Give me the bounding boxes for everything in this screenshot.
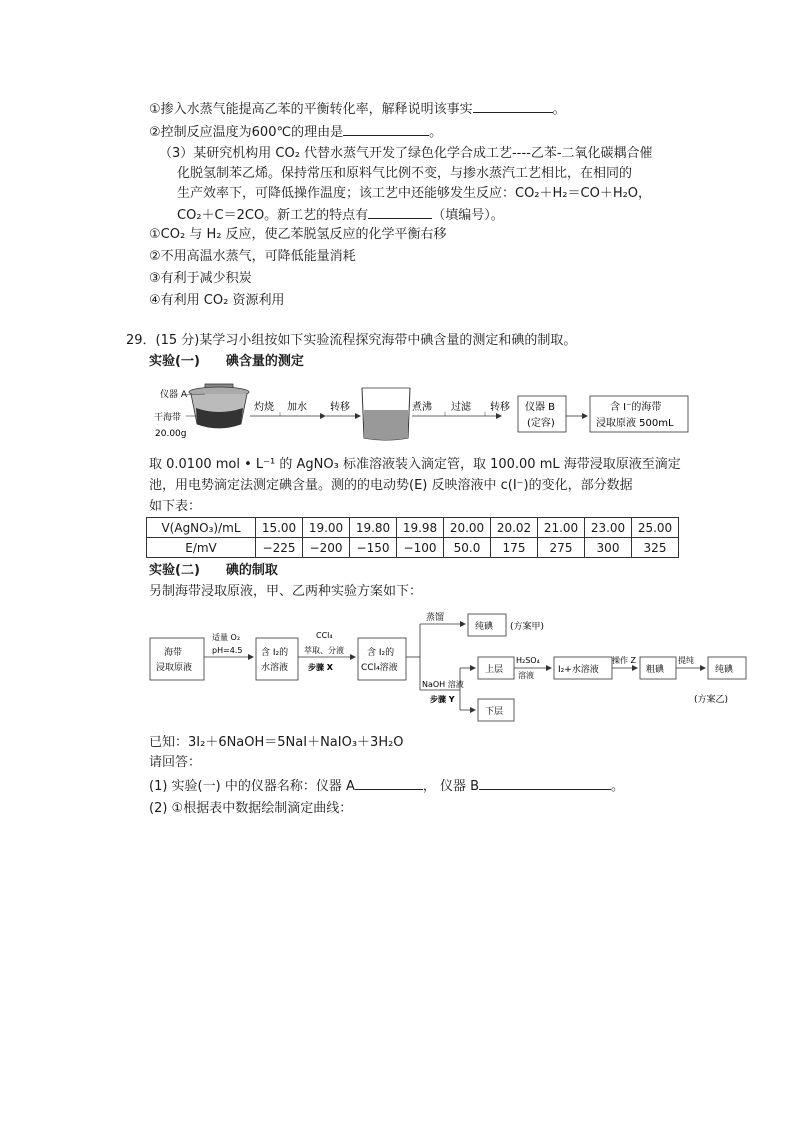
sub-question-2: (2) ①根据表中数据绘制滴定曲线： [149, 801, 353, 816]
plan-b-label: (方案乙) [694, 695, 729, 705]
lower-layer: 下层 [485, 707, 504, 717]
table-cell: −200 [303, 538, 350, 558]
result-label-1: 含 I⁻的海带 [610, 402, 662, 413]
table-cell: 21.00 [538, 518, 585, 538]
q28-part3-line4: CO₂＋C＝2CO。新工艺的特点有 （填编号）。 [177, 205, 504, 225]
result-label-2: 浸取原液 500mL [596, 418, 674, 429]
crucible-icon [189, 384, 249, 428]
instrument-b-label: 仪器 B [525, 402, 556, 413]
q28-item2: ②控制反应温度为600℃的理由是 。 [149, 122, 442, 142]
source-label-1: 海带 [164, 648, 183, 658]
q29-header: 29．(15 分)某学习小组按如下实验流程探究海带中碘含量的测定和碘的制取。 [126, 333, 577, 348]
titration-table [146, 517, 679, 558]
q28-part3-line1: （3）某研究机构用 CO₂ 代替水蒸气开发了绿色化学合成工艺----乙苯-二氧化碳耦合催 [159, 146, 653, 161]
purify-label: 提纯 [678, 656, 694, 665]
step-filter: 过滤 [451, 402, 471, 413]
q28-option-2: ②不用高温水蒸气，可降低能量消耗 [149, 249, 356, 264]
para1-line1: 取 0.0100 mol • L⁻¹ 的 AgNO₃ 标准溶液装入滴定管，取 100.00 mL 海带浸取原液至滴定 [149, 457, 681, 472]
step-burn: 灼烧 [254, 402, 274, 413]
table-cell: 175 [491, 538, 538, 558]
h2so4-label: H₂SO₄ [516, 656, 540, 665]
solution-label: 溶液 [518, 671, 534, 680]
para1-line2: 池，用电势滴定法测定碘含量。测的的电动势(E) 反映溶液中 c(I⁻)的变化，部分数据 [149, 478, 633, 493]
op-z-label: 操作 Z [612, 656, 637, 665]
answer-prompt: 请回答： [149, 755, 202, 770]
plan-a-label: (方案甲) [510, 622, 545, 632]
step-transfer-1: 转移 [330, 402, 350, 413]
instrument-b-note: (定容) [527, 418, 555, 429]
table-cell: 19.00 [303, 518, 350, 538]
step-x-label: 步骤 X [308, 663, 333, 672]
answer-blank[interactable] [473, 99, 553, 113]
box3-label-1: 含 I₂的 [367, 648, 395, 658]
step-boil: 煮沸 [412, 402, 432, 413]
box2-label-1: 含 I₂的 [261, 648, 289, 658]
q28-part3-line3: 生产效率下，可降低操作温度；该工艺中还能够发生反应：CO₂＋H₂＝CO＋H₂O， [177, 186, 652, 201]
table-cell: 15.00 [256, 518, 303, 538]
sub-question-1: (1) 实验(一) 中的仪器名称：仪器 A ， 仪器 B 。 [149, 776, 624, 796]
exp1-title: 实验(一) 碘含量的测定 [149, 354, 304, 369]
step-transfer-2: 转移 [490, 402, 510, 413]
para1-line3: 如下表： [149, 499, 202, 514]
table-row [147, 518, 679, 538]
pure-iodine-a: 纯碘 [475, 622, 494, 632]
q28-item1: ①掺入水蒸气能提高乙苯的平衡转化率，解释说明该事实 。 [149, 99, 566, 119]
exp2-intro: 另制海带浸取原液，甲、乙两种实验方案如下： [149, 584, 423, 599]
source-label-2: 浸取原液 [156, 663, 193, 673]
answer-blank[interactable] [368, 205, 432, 219]
answer-blank[interactable] [355, 776, 423, 790]
box3-label-2: CCl₄溶液 [361, 663, 398, 673]
upper-layer: 上层 [485, 665, 504, 675]
exp1-flow-diagram [150, 378, 710, 448]
table-cell: 20.00 [444, 518, 491, 538]
table-cell: 23.00 [585, 518, 632, 538]
distill-label: 蒸馏 [426, 613, 445, 623]
box2-label-2: 水溶液 [261, 663, 289, 673]
q28-option-4: ④有利用 CO₂ 资源利用 [149, 293, 285, 308]
q28-option-1: ①CO₂ 与 H₂ 反应，使乙苯脱氢反应的化学平衡右移 [149, 227, 447, 242]
o2-label: 适量 O₂ [212, 633, 241, 642]
mass-label: 20.00g [155, 429, 187, 439]
pure-iodine-b: 纯碘 [715, 665, 734, 675]
beaker-icon [362, 388, 410, 440]
answer-blank[interactable] [479, 776, 611, 790]
step-y-label: 步骤 Y [430, 695, 455, 704]
table-cell: 275 [538, 538, 585, 558]
answer-blank[interactable] [343, 122, 429, 136]
extract-label: 萃取、分液 [304, 646, 344, 655]
table-cell: 50.0 [444, 538, 491, 558]
table-cell: 325 [632, 538, 679, 558]
table-cell: 300 [585, 538, 632, 558]
table-header-volume: V(AgNO₃)/mL [147, 518, 256, 538]
instrument-a-label: 仪器 A [160, 390, 188, 400]
exp2-flow-diagram [148, 610, 758, 725]
known-equation: 已知：3I₂＋6NaOH＝5NaI＋NaIO₃＋3H₂O [149, 735, 404, 750]
table-row [147, 538, 679, 558]
table-cell: 25.00 [632, 518, 679, 538]
table-cell: −150 [350, 538, 397, 558]
kelp-label: 干海带 [154, 413, 182, 423]
q28-option-3: ③有利于减少积炭 [149, 271, 252, 286]
q28-part3-line2: 化脱氢制苯乙烯。保持常压和原料气比例不变，与掺水蒸汽工艺相比，在相同的 [177, 166, 633, 181]
step-add-water: 加水 [287, 402, 307, 413]
i2-solution-box: I₂+水溶液 [558, 665, 599, 675]
table-cell: −100 [397, 538, 444, 558]
crude-iodine: 粗碘 [646, 665, 665, 675]
naoh-label: NaOH 溶液 [422, 680, 464, 689]
table-cell: 20.02 [491, 518, 538, 538]
table-cell: 19.98 [397, 518, 444, 538]
ph-label: pH=4.5 [212, 646, 243, 655]
table-cell: 19.80 [350, 518, 397, 538]
table-header-potential: E/mV [147, 538, 256, 558]
exp2-title: 实验(二) 碘的制取 [149, 563, 278, 578]
ccl4-label: CCl₄ [316, 631, 333, 640]
table-cell: −225 [256, 538, 303, 558]
